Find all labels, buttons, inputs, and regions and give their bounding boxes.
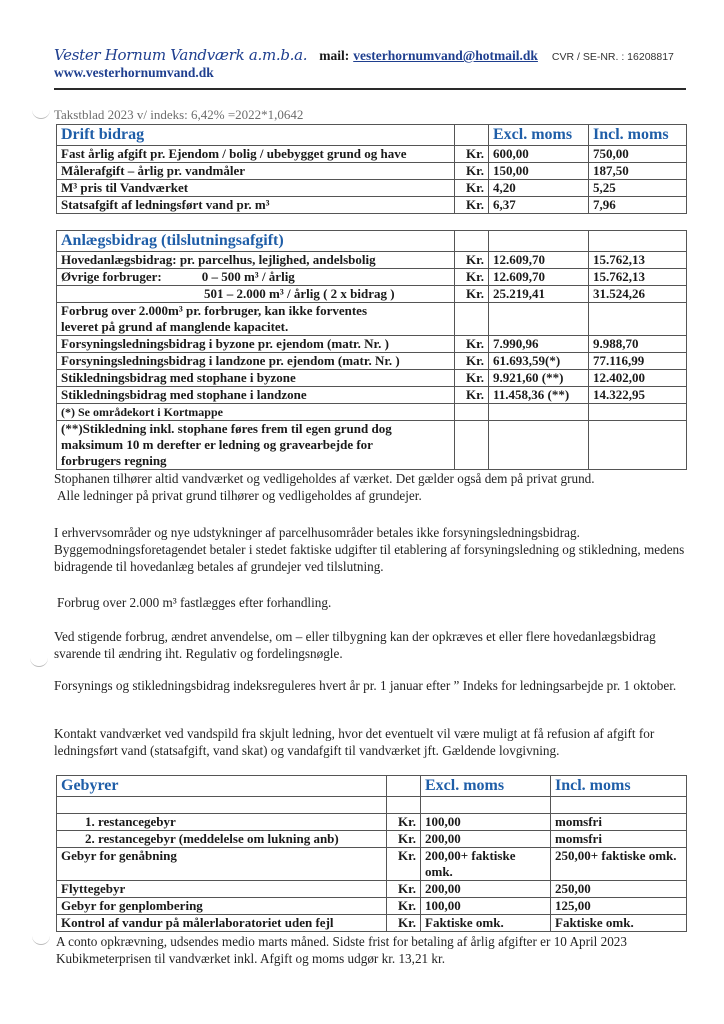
excl-value: 200,00+ faktiske omk. [421, 848, 551, 881]
excl-value: 200,00 [421, 881, 551, 898]
row-label: Statsafgift af ledningsført vand pr. m³ [57, 197, 455, 214]
currency: Kr. [455, 252, 489, 269]
row-label: Målerafgift – årlig pr. vandmåler [57, 163, 455, 180]
incl-value: 5,25 [589, 180, 687, 197]
incl-value: momsfri [551, 831, 687, 848]
paragraph-kontakt: Kontakt vandværket ved vandspild fra skjult ledning, hvor det eventuelt vil være muligt at få refusion af afgift for ledningsført vand (statsafgift, vand skat) og vandafgift til vandværket jft. Gældende lovgivning. [54, 726, 655, 758]
currency: Kr. [455, 336, 489, 353]
drift-title: Drift bidrag [57, 125, 455, 146]
row-label: Forsyningsledningsbidrag i byzone pr. ejendom (matr. Nr. ) [57, 336, 455, 353]
incl-value: Faktiske omk. [551, 915, 687, 932]
table-row [57, 898, 687, 915]
col-excl-moms: Excl. moms [421, 776, 551, 797]
incl-value: 187,50 [589, 163, 687, 180]
excl-value: 150,00 [489, 163, 589, 180]
table-spacer-row [57, 797, 687, 814]
footnote-2: (**)Stikledning inkl. stophane føres frem til egen grund dog maksimum 10 m derefter er ledning og gravearbejde for forbrugers regning [57, 421, 455, 470]
currency: Kr. [387, 898, 421, 915]
row-label-main: Øvrige forbruger: [61, 269, 162, 284]
anlaeg-title: Anlægsbidrag (tilslutningsafgift) [57, 231, 455, 252]
paragraph-kubikmeterpris: Kubikmeterprisen til vandværket inkl. Afgift og moms udgør kr. 13,21 kr. [56, 951, 445, 966]
paragraph-erhverv: I erhvervsområder og nye udstykninger af parcelhusområder betales ikke forsyningsledningsbidrag. Byggemodningsforetagendet betaler i stedet faktiske udgifter til etablering af forsyningsledning og stikledning, medens bidragende til hovedanlæg betales af grundejer ved tilslutning. [54, 525, 685, 574]
table-row [57, 303, 687, 336]
excl-value: 4,20 [489, 180, 589, 197]
currency: Kr. [455, 146, 489, 163]
paragraph-indeks: Forsynings og stikledningsbidrag indeksreguleres hvert år pr. 1 januar efter ” Indeks for ledningsarbejde pr. 1 oktober. [54, 678, 677, 693]
currency: Kr. [387, 915, 421, 932]
row-label: Gebyr for genåbning [57, 848, 387, 881]
incl-value: 750,00 [589, 146, 687, 163]
paragraph-stigende: Ved stigende forbrug, ændret anvendelse, om – eller tilbygning kan der opkræves et eller flere hovedanlægsbidrag svarende til ændring iht. Regulativ og fordelingsnøgle. [54, 629, 656, 661]
incl-value: 7,96 [589, 197, 687, 214]
table-row [57, 353, 687, 370]
incl-value: 125,00 [551, 898, 687, 915]
col-incl-moms: Incl. moms [589, 125, 687, 146]
row-label: Forbrug over 2.000m³ pr. forbruger, kan ikke forventes leveret på grund af manglende kapacitet. [57, 303, 455, 336]
excl-value: 9.921,60 (**) [489, 370, 589, 387]
currency: Kr. [387, 848, 421, 881]
table-row [57, 336, 687, 353]
table-row [57, 881, 687, 898]
table-row [57, 252, 687, 269]
incl-value: 14.322,95 [589, 387, 687, 404]
currency: Kr. [455, 180, 489, 197]
table-row [57, 197, 687, 214]
excl-value: Faktiske omk. [421, 915, 551, 932]
table-header-row [57, 125, 687, 146]
cvr-number: CVR / SE-NR. : 16208817 [551, 51, 674, 63]
col-excl-moms: Excl. moms [489, 125, 589, 146]
excl-value: 12.609,70 [489, 269, 589, 286]
row-label: Flyttegebyr [57, 881, 387, 898]
excl-value: 200,00 [421, 831, 551, 848]
col-incl-moms: Incl. moms [551, 776, 687, 797]
table-row [57, 370, 687, 387]
row-label: Kontrol af vandur på målerlaboratoriet uden fejl [57, 915, 387, 932]
incl-value: 9.988,70 [589, 336, 687, 353]
incl-value: 77.116,99 [589, 353, 687, 370]
scan-mark [32, 934, 50, 945]
table-row [57, 915, 687, 932]
excl-value: 11.458,36 (**) [489, 387, 589, 404]
row-label-sub: 0 – 500 m³ / årlig [201, 269, 295, 284]
table-row [57, 163, 687, 180]
incl-value: 15.762,13 [589, 252, 687, 269]
excl-value: 100,00 [421, 814, 551, 831]
currency: Kr. [387, 814, 421, 831]
paragraph-stophane: Stophanen tilhører altid vandværket og vedligeholdes af værket. Det gælder også dem på privat grund. Alle ledninger på privat grund tilhører og vedligeholdes af grundejer. [54, 471, 595, 503]
row-label: Fast årlig afgift pr. Ejendom / bolig / ubebygget grund og have [57, 146, 455, 163]
gebyrer-title: Gebyrer [57, 776, 387, 797]
drift-table [56, 124, 687, 214]
excl-value: 100,00 [421, 898, 551, 915]
row-label: Forsyningsledningsbidrag i landzone pr. ejendom (matr. Nr. ) [57, 353, 455, 370]
excl-value: 6,37 [489, 197, 589, 214]
excl-value: 600,00 [489, 146, 589, 163]
scan-mark [32, 108, 50, 119]
incl-value: 250,00+ faktiske omk. [551, 848, 687, 881]
footnote-1: (*) Se områdekort i Kortmappe [57, 404, 455, 421]
row-label: Stikledningsbidrag med stophane i byzone [57, 370, 455, 387]
excl-value: 25.219,41 [489, 286, 589, 303]
table-row [57, 180, 687, 197]
currency: Kr. [387, 881, 421, 898]
table-header-row [57, 231, 687, 252]
currency: Kr. [455, 269, 489, 286]
excl-value: 12.609,70 [489, 252, 589, 269]
table-row [57, 286, 687, 303]
row-label-sub: 501 – 2.000 m³ / årlig ( 2 x bidrag ) [204, 286, 395, 301]
table-row [57, 387, 687, 404]
incl-value: 15.762,13 [589, 269, 687, 286]
takstblad-title: Takstblad 2023 v/ indeks: 6,42% =2022*1,0642 [54, 107, 304, 122]
table-row [57, 814, 687, 831]
row-label: Stikledningsbidrag med stophane i landzone [57, 387, 455, 404]
currency: Kr. [455, 387, 489, 404]
paragraph-forbrug: Forbrug over 2.000 m³ fastlægges efter forhandling. [57, 595, 332, 610]
letterhead [54, 46, 686, 81]
row-label: 2. restancegebyr (meddelelse om lukning anb) [57, 831, 387, 848]
table-row [57, 848, 687, 881]
header-divider [54, 88, 686, 90]
incl-value: 250,00 [551, 881, 687, 898]
table-row [57, 421, 687, 470]
currency: Kr. [455, 197, 489, 214]
table-header-row [57, 776, 687, 797]
row-label [57, 269, 455, 286]
currency: Kr. [455, 353, 489, 370]
incl-value: momsfri [551, 814, 687, 831]
currency: Kr. [387, 831, 421, 848]
gebyrer-table [56, 775, 687, 932]
table-row [57, 404, 687, 421]
incl-value: 12.402,00 [589, 370, 687, 387]
excl-value: 61.693,59(*) [489, 353, 589, 370]
company-name: Vester Hornum Vandværk a.m.b.a. [54, 46, 308, 64]
email-link[interactable]: vesterhornumvand@hotmail.dk [353, 48, 538, 63]
row-label [57, 286, 455, 303]
excl-value: 7.990,96 [489, 336, 589, 353]
table-row [57, 146, 687, 163]
website-link[interactable]: www.vesterhornumvand.dk [54, 65, 214, 80]
currency: Kr. [455, 286, 489, 303]
row-label: 1. restancegebyr [57, 814, 387, 831]
paragraph-aconto: A conto opkrævning, udsendes medio marts måned. Sidste frist for betaling af årlig afgifter er 10 April 2023 [56, 934, 627, 949]
mail-label: mail: [319, 48, 350, 63]
table-row [57, 831, 687, 848]
row-label: Gebyr for genplombering [57, 898, 387, 915]
incl-value: 31.524,26 [589, 286, 687, 303]
currency: Kr. [455, 370, 489, 387]
anlaeg-table [56, 230, 687, 470]
currency: Kr. [455, 163, 489, 180]
row-label: M³ pris til Vandværket [57, 180, 455, 197]
scan-mark [30, 656, 48, 667]
table-row [57, 269, 687, 286]
row-label: Hovedanlægsbidrag: pr. parcelhus, lejlighed, andelsbolig [57, 252, 455, 269]
